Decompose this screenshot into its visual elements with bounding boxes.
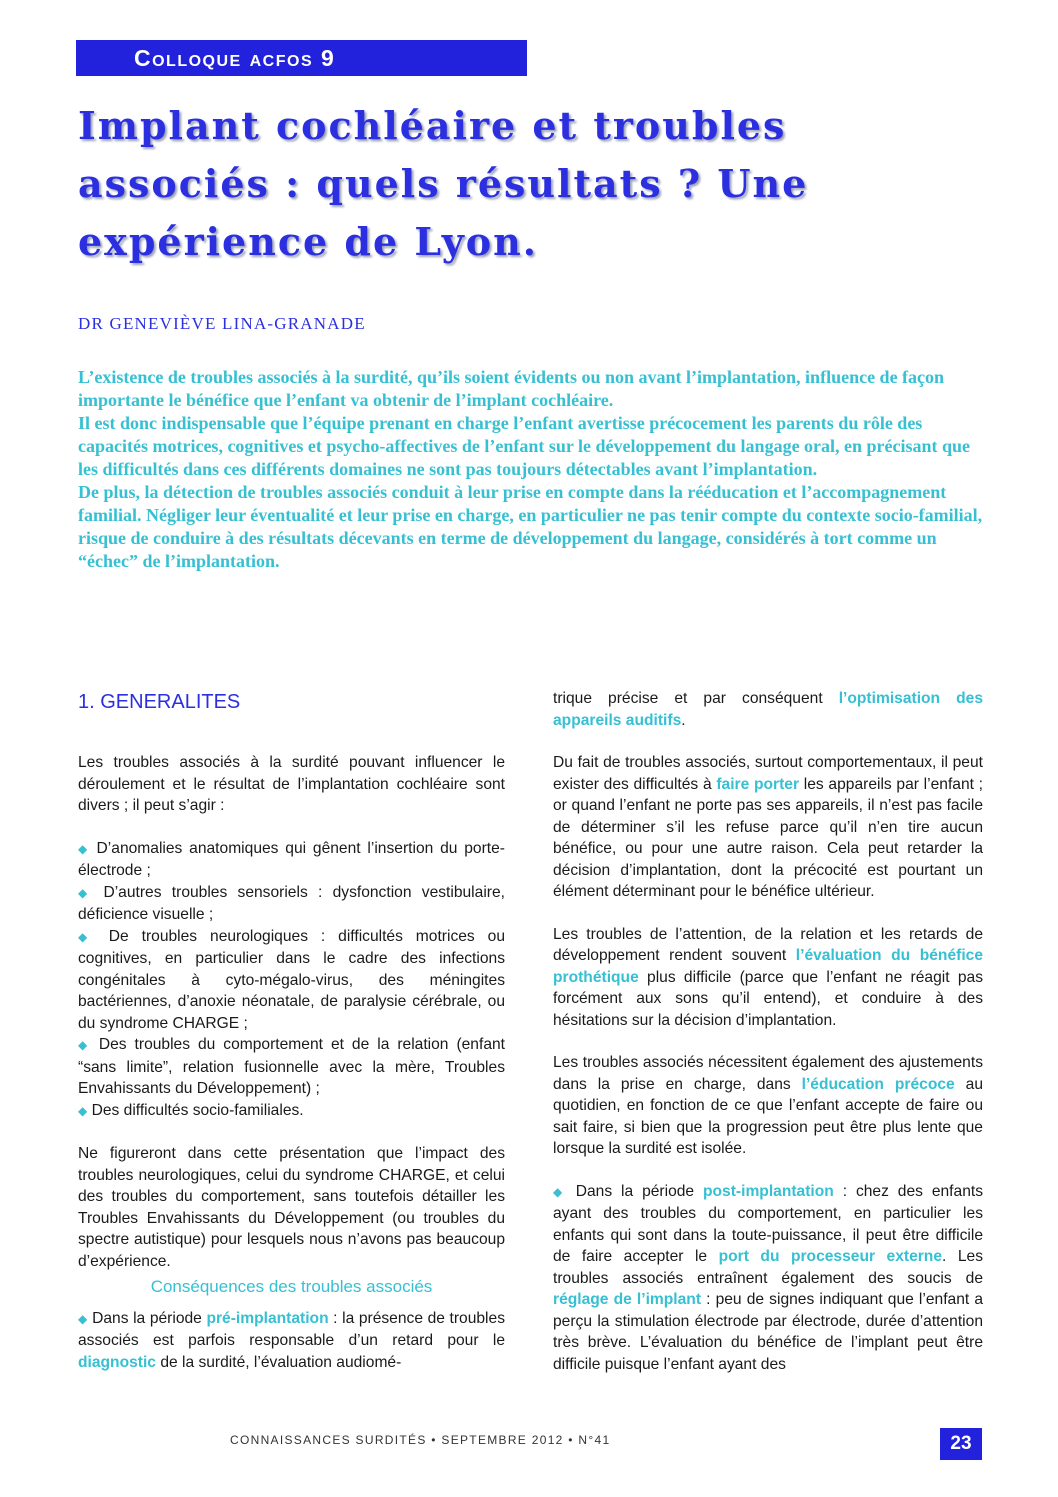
keyword-highlight: port du processeur externe	[718, 1248, 943, 1265]
keyword-highlight: faire porter	[716, 775, 800, 793]
list-item: ◆ Des difficultés socio-familiales.	[78, 1101, 304, 1119]
keyword-highlight: l’éducation précoce	[801, 1075, 955, 1093]
page-footer: CONNAISSANCES SURDITÉS • SEPTEMBRE 2012 • N°41	[230, 1433, 611, 1447]
paragraph: Les troubles associés à la surdité pouvant influencer le déroulement et le résultat de l’implantation cochléaire sont divers ; il peut s’agir :	[78, 754, 505, 814]
diamond-bullet-icon: ◆	[78, 1311, 88, 1326]
column-right	[553, 688, 983, 1375]
paragraph: Les troubles de l’attention, de la relation et les retards de développement rendent souvent l’évaluation du bénéfice prothétique plus difficile (parce que l’enfant ne réagit pas forcément aux sons qu’il entend), et conduire à des hésitations sur la décision d’implantation.	[553, 925, 983, 1029]
diamond-bullet-icon: ◆	[553, 1184, 567, 1199]
list-item: ◆ Des troubles du comportement et de la relation (enfant “sans limite”, relation fusionnelle avec la mère, Troubles Envahissants du Développement) ;	[78, 1036, 505, 1097]
keyword-highlight: l’optimisation des appareils auditifs	[553, 690, 983, 729]
paragraph: Ne figureront dans cette présentation que l’impact des troubles neurologiques, celui du syndrome CHARGE, et celui des troubles du comportement, sans toutefois détailler les Troubles Envahissants du Développement (ou troubles du spectre autistique) pour lesquels nous n’avons pas beaucoup d’expérience.	[78, 1145, 505, 1270]
diamond-bullet-icon: ◆	[78, 1103, 88, 1118]
paragraph: ◆ Dans la période post-implantation : chez des enfants ayant des troubles du comportement, en particulier les enfants qui sont dans la toute-puissance, il peut être difficile de faire accepter le port du processeur externe. Les troubles associés entraînent également des soucis de réglage de l’implant : peu de signes indiquant que l’enfant a perçu la stimulation électrode par électrode, durée d’attention très brève. L’évaluation du bénéfice de l’implant peut être difficile puisque l’enfant ayant des	[553, 1182, 983, 1373]
paragraph: trique précise et par conséquent l’optimisation des appareils auditifs.	[553, 690, 983, 729]
keyword-highlight: l’évaluation du bénéfice prothétique	[553, 947, 983, 986]
section-heading: 1. GENERALITES	[78, 691, 241, 713]
list-item: ◆ D’anomalies anatomiques qui gênent l’insertion du porte-électrode ;	[78, 839, 505, 879]
keyword-highlight: pré-implantation	[206, 1309, 329, 1327]
abstract	[78, 366, 983, 573]
abstract-paragraph: L’existence de troubles associés à la surdité, qu’ils soient évidents ou non avant l’implantation, influence de façon importante le bénéfice que l’enfant va obtenir de l’implant cochléaire.	[78, 367, 945, 410]
abstract-paragraph: Il est donc indispensable que l’équipe prenant en charge l’enfant avertisse précocement les parents du rôle des capacités motrices, cognitives et psycho-affectives de l’enfant sur le développement du langage oral, en précisant que les difficultés dans ces différents domaines ne sont pas toujours détectables avant l’implantation.	[78, 413, 971, 479]
page-number: 23	[940, 1428, 982, 1460]
paragraph: ◆ Dans la période pré-implantation : la présence de troubles associés est parfois responsable d’un retard pour le diagnostic de la surdité, l’évaluation audiomé-	[78, 1309, 505, 1371]
paragraph: Les troubles associés nécessitent également des ajustements dans la prise en charge, dans l’éducation précoce au quotidien, en fonction de ce que l’enfant accepte de faire ou sait faire, si bien que la progression peut être plus lente que lorsque la surdité est isolée.	[553, 1054, 983, 1157]
subsection-heading: Conséquences des troubles associés	[150, 1277, 433, 1296]
abstract-paragraph: De plus, la détection de troubles associés conduit à leur prise en compte dans la rééducation et l’accompagnement familial. Négliger leur éventualité et leur prise en charge, en particulier ne pas tenir compte du contexte socio-familial, risque de conduire à des résultats décevants en terme de développement du langage, considérés à tort comme un “échec” de l’implantation.	[78, 482, 983, 571]
section-banner: Colloque acfos 9	[76, 40, 527, 76]
diamond-bullet-icon: ◆	[78, 1038, 91, 1052]
list-item: ◆ D’autres troubles sensoriels : dysfonction vestibulaire, déficience visuelle ;	[78, 883, 505, 923]
keyword-highlight: réglage de l’implant	[553, 1291, 702, 1308]
keyword-highlight: diagnostic	[78, 1353, 156, 1371]
list-item: ◆ De troubles neurologiques : difficultés motrices ou cognitives, en particulier dans le cadre des infections congénitales à cyto-mégalo-virus, des méningites bactériennes, d’anoxie néonatale, de paralysie cérébrale, ou du syndrome CHARGE ;	[78, 927, 505, 1032]
diamond-bullet-icon: ◆	[78, 841, 90, 856]
column-left	[78, 688, 505, 1373]
article-title: Implant cochléaire et troubles associés : quels résultats ? Une expérience de Lyon.	[78, 103, 809, 264]
keyword-highlight: post-implantation	[703, 1182, 834, 1200]
author-name: DR GENEVIÈVE LINA-GRANADE	[78, 314, 366, 333]
diamond-bullet-icon: ◆	[78, 929, 96, 944]
diamond-bullet-icon: ◆	[78, 885, 94, 900]
paragraph: Du fait de troubles associés, surtout comportementaux, il peut exister des difficultés à faire porter les appareils par l’enfant ; or quand l’enfant ne porte pas ses appareils, il n’est pas facile de déterminer s’il les refuse parce qu’il n’en tire aucun bénéfice, ou pour une autre raison. Cela peut retarder la décision d’implantation, dont la précocité est pourtant un élément déterminant pour le bénéfice ultérieur.	[553, 754, 984, 900]
